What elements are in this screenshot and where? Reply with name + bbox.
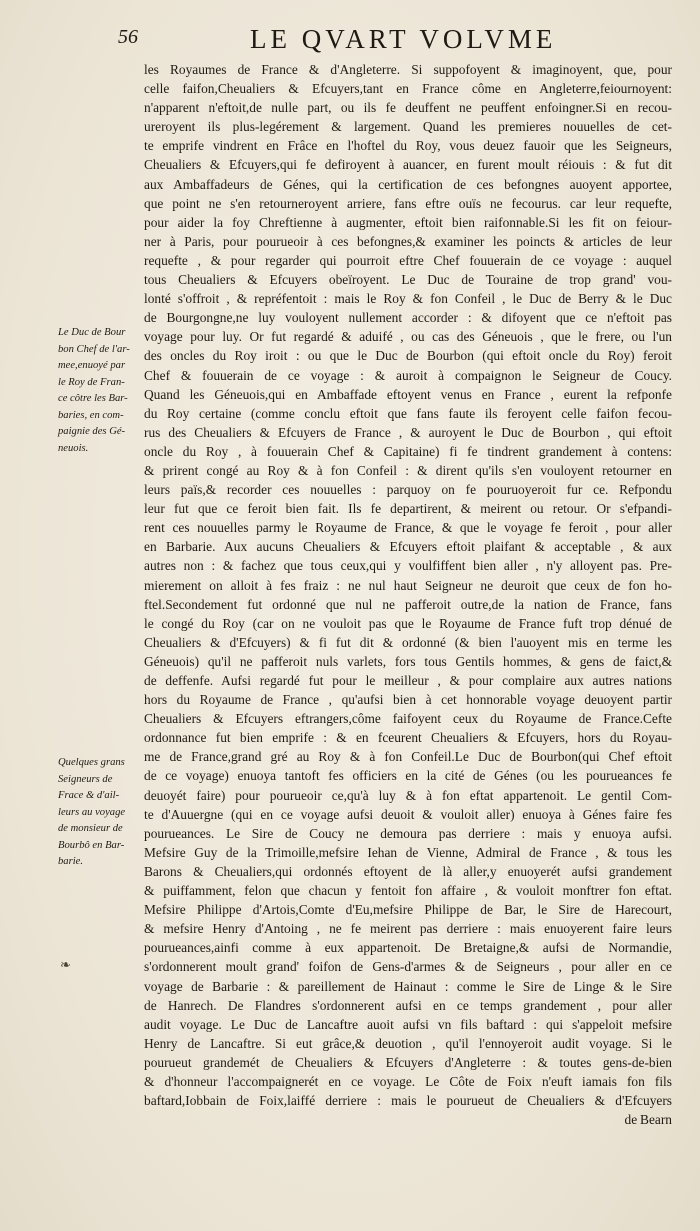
margin-note-line: bon Chef de l'ar-	[58, 343, 130, 355]
text-line: du Roy certaine (comme conclu eftoit que fans faute ils feroyent celle faifon fecou-	[144, 405, 672, 421]
margin-note-line: Bourbô en Bar-	[58, 839, 125, 851]
margin-note-line: Quelques grans	[58, 757, 125, 768]
text-line: n'apparent n'eftoit,de nulle part, ou ils fe deuffent ne peuffent enfoingner.Si en recou-	[144, 100, 672, 116]
text-line: mierement on alloit à fes fraiz : ne nul haut Seigneur ne deuroit que ceux de fon ho-	[144, 577, 672, 593]
text-line: deuoyét faire) pour pourueoir ce,qu'à luy & à fon eftat appartenoit. Le gentil Com-	[144, 787, 672, 803]
text-line: & puiffamment, felon que chacun y fentoit fon affaire , & vouloit monftrer fon eftat.	[144, 883, 672, 899]
text-line: Barons & Cheualiers,qui ordonnés eftoyent de là aller,y enuoyerét aufsi grandement	[144, 863, 672, 879]
text-line: leurs païs,& recorder ces nouuelles : parquoy on fe pouruoyeroit fur ce. Refpondu	[144, 482, 672, 498]
text-line: & mefsire Henry d'Antoing , ne fe meirent pas derriere : mais enuoyerent faire leurs	[144, 921, 672, 937]
margin-note-line: ce côtre les Bar-	[58, 393, 128, 404]
text-line: pourueances. Le Sire de Coucy ne demoura pas derriere : mais y enuoya aufsi.	[144, 825, 672, 841]
text-line: te emprife vindrent en Frâce en l'hoftel du Roy, vous deuez fauoir que les Seigneurs,	[144, 138, 672, 154]
text-line: voyage de Barbarie : & pareillement de Hainaut : comme le Sire de Linge & le Sire	[144, 978, 672, 994]
text-line: pourueut grandemét de Cheualiers & Efcuyers d'Angleterre : & toutes gens-de-bien	[144, 1054, 672, 1070]
fleuron-ornament-icon: ❧	[60, 958, 71, 973]
text-line: s'ordonnerent moult grand' foifon de Gens-d'armes & de Seigneurs , pour aller en ce	[144, 959, 672, 975]
running-title: LE QVART VOLVME	[250, 24, 557, 54]
text-line: autres non : & fachez que tous ceux,qui y voulfiffent bien aller , n'y alloyent pas. Pre-	[144, 558, 672, 574]
text-line: de Hanrech. De Flandres s'ordonnerent aufsi en ce temps grandement , pour aller	[144, 997, 672, 1013]
text-line: des oncles du Roy iroit : ou que le Duc de Bourbon (qui eftoit oncle du Roy) feroit	[144, 348, 672, 364]
margin-note-seigneurs	[58, 755, 140, 871]
text-line: baftard,Iobbain de Foix,laiffé derriere : mais le pourueut de Cheualiers & d'Efcuyers	[144, 1093, 672, 1109]
text-line: Mefsire Guy de la Trimoille,mefsire Iehan de Vienne, Admiral de France , & tous les	[144, 844, 672, 860]
text-line: tous Cheualiers & Efcuyers obeïroyent. Le Duc de Touraine de trop grand' vou-	[144, 272, 672, 288]
text-line: Henry de Lancaftre. Si eut grâce,& deuotion , qu'il l'ennoyeroit audit voyage. Si le	[144, 1035, 672, 1051]
text-line: Géneuois) qu'il ne pafferoit nuls varlets, fors tous Gentils hommes, & gens de faict,&	[144, 653, 672, 669]
margin-note-line: le Roy de Fran-	[58, 376, 125, 388]
margin-note-line: Seigneurs de	[58, 773, 113, 785]
text-line: ureroyent ils plus-legérement & largement. Quand les premieres nouuelles de cet-	[144, 119, 672, 135]
margin-note-line: paignie des Gé-	[58, 426, 126, 437]
text-line: de deffenfe. Aufsi regardé fut pour le meilleur , & pour complaire aux autres nations	[144, 673, 672, 688]
text-line: de ce voyage) enuoya tantoft fes officiers en la cité de Génes (ou les pourueances fe	[144, 768, 672, 784]
text-line: requefte , & pour regarder qui pourroit eftre Chef fouuerain de ce voyage : auquel	[144, 252, 672, 268]
text-line: te d'Auuergne (qui en ce voyage aufsi deuoit & vouloit aller) enuoya à Génes faire fes	[144, 806, 672, 822]
text-line: de Bearn	[624, 1112, 672, 1128]
text-line: Chef & fouuerain de ce voyage : & auroit à compaignon le Seigneur de Coucy.	[144, 367, 672, 383]
margin-note-line: leurs au voyage	[58, 806, 126, 818]
page-number: 56	[118, 26, 138, 48]
text-line: de Bourgongne,ne luy vouloyent nullement accorder : & difoyent que ce n'eftoit pas	[144, 310, 672, 326]
margin-note-line: mee,enuoyé par	[58, 360, 126, 371]
text-line: pourueances,ainfi comme à eux appartenoit. De Bretaigne,& aufsi de Normandie,	[144, 940, 672, 956]
text-line: ner à Paris, pour pourueoir à ces befongnes,& examiner les poincts & articles de leur	[144, 233, 672, 249]
text-line: celle faifon,Cheualiers & Efcuyers,tant en France côme en Angleterre,feiournoyent:	[144, 81, 672, 97]
margin-note-line: barie.	[58, 856, 84, 867]
text-line: le congé du Roy (car on ne vouloit pas que le Royaume de France fuft trop dénué de	[144, 615, 672, 631]
page-header	[0, 24, 700, 54]
text-line: Cheualiers & d'Efcuyers) & fi fut dit & ordonné (& bien l'auoyent mis en terme les	[144, 634, 672, 650]
text-line: rus des Cheualiers & Efcuyers de France , & auroyent le Duc de Bourbon , qui eftoit	[144, 424, 672, 440]
text-line: que point ne s'en retourneroyent arriere, fans eftre ouïs ne fecourus. car leur requefte,	[144, 195, 672, 211]
margin-note-bourbon	[58, 325, 140, 457]
text-line: en Barbarie. Aux aucuns Cheualiers & Efcuyers eftoit plaifant & acceptable , & aux	[144, 539, 672, 555]
text-line: rent ces nouuelles parmy le Royaume de France, & que le voyage fe feroit , pour aller	[144, 520, 672, 536]
text-line: Mefsire Philippe d'Artois,Comte d'Eu,mefsire Philippe de Bar, le Sire de Harecourt,	[144, 902, 672, 918]
margin-note-line: neuois.	[58, 442, 89, 454]
margin-note-line: de monsieur de	[58, 823, 123, 834]
text-line: pour aider la foy Chreftienne à augmenter, eftoit bien raifonnable.Si les fit on feiour-	[144, 214, 672, 230]
text-line: les Royaumes de France & d'Angleterre. Si suppofoyent & imaginoyent, que, pour	[144, 62, 672, 77]
text-line: ftel.Secondement fut ordonné que nul ne pafferoit outre,de la nation de France, fans	[144, 596, 672, 612]
text-line: & d'honneur l'accompaignerét en ce voyage. Le Côte de Foix n'euft iamais fon fils	[144, 1073, 672, 1089]
text-line: Cheualiers & Efcuyers eftrangers,côme faifoyent ceux du Royaume de France.Cefte	[144, 711, 672, 727]
margin-note-line: Le Duc de Bour	[58, 327, 126, 338]
text-line: ordonnance fut bien emprife : & en fceurent Cheualiers & Efcuyers, hors du Royau-	[144, 730, 672, 746]
text-line: oncle du Roy , à fouuerain Chef & Capitaine) fi fe tindrent grandement à contens:	[144, 443, 672, 459]
text-line: me de France,grand gré au Roy & à fon Confeil.Le Duc de Bourbon(qui Chef eftoit	[144, 749, 672, 765]
text-line: Cheualiers & Efcuyers,qui fe defiroyent à auancer, en furent moult réiouis : & fut dit	[144, 157, 672, 173]
text-line: & prirent congé au Roy & à fon Confeil : & dirent qu'ils s'en vouloyent retourner en	[144, 462, 672, 478]
main-text-column	[144, 60, 672, 1129]
text-line: hors du Royaume de France , qu'aufsi bien à cet honnorable voyage deuoyent partir	[144, 692, 672, 708]
text-line: Quand les Géneuois,qui en Ambaffade eftoyent venus en France , eurent la refponfe	[144, 386, 672, 402]
text-line: audit voyage. Le Duc de Lancaftre auoit aufsi vn fils baftard : qui s'appeloit mefsire	[144, 1016, 672, 1032]
text-line: leur fut que ce feroit bien fait. Ils fe departirent, & meirent ou retour. Or s'efpandi-	[144, 501, 672, 517]
margin-note-line: baries, en com-	[58, 409, 124, 421]
margin-note-line: Frace & d'ail-	[58, 790, 120, 801]
text-line: voyage pour luy. Or fut regardé & aduifé , ou cas des Géneuois , que le frere, ou l'un	[144, 329, 672, 345]
text-line: lonté s'offroit , & repréfentoit : mais le Roy & fon Confeil , le Duc de Berry & le Duc	[144, 291, 672, 307]
text-line: aux Ambaffadeurs de Génes, qui la certification de ces befongnes auoyent apportee,	[144, 176, 672, 192]
